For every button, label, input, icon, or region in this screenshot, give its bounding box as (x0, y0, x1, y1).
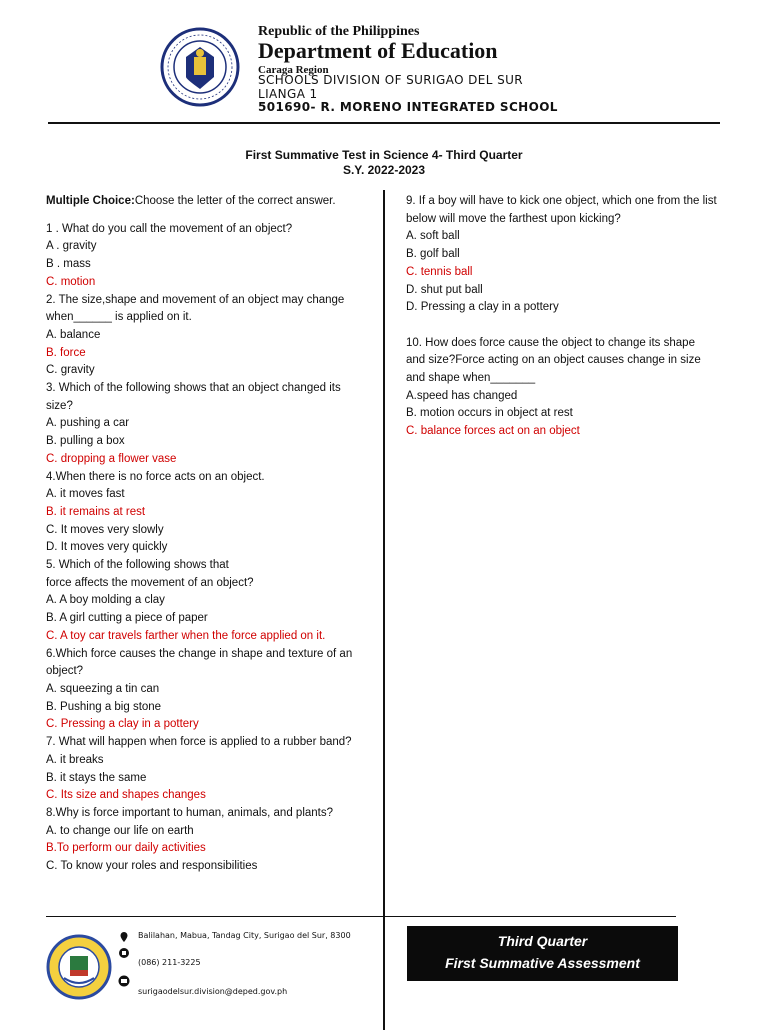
option-line: B. pulling a box (46, 435, 125, 448)
option-line: D. Pressing a clay in a pottery (406, 301, 559, 314)
district-text: LIANGA 1 (258, 87, 318, 101)
email-icon (118, 974, 130, 986)
phone-icon (118, 946, 130, 958)
question-line: below will move the farthest upon kicking? (406, 212, 621, 225)
instructions (46, 193, 352, 211)
footer-email[interactable]: surigaodelsur.division@deped.gov.ph (138, 987, 288, 996)
department-heading: Department of Education (258, 38, 498, 63)
location-icon (118, 930, 130, 942)
answer-line: B. force (46, 346, 86, 359)
option-line: D. It moves very quickly (46, 541, 168, 554)
question-line: force affects the movement of an object? (46, 576, 254, 589)
republic-heading: Republic of the Philippines (258, 24, 420, 39)
option-line: C. It moves very slowly (46, 523, 164, 536)
option-line: A . gravity (46, 240, 97, 253)
option-line: A. it breaks (46, 753, 104, 766)
answer-line: C. balance forces act on an object (406, 425, 580, 438)
instructions-text: Choose the letter of the correct answer. (134, 195, 336, 207)
option-line: C. To know your roles and responsibilities (46, 860, 258, 873)
left-column (46, 193, 352, 876)
question-line: 8.Why is force important to human, animals, and plants? (46, 806, 334, 819)
division-text: SCHOOLS DIVISION OF SURIGAO DEL SUR (258, 73, 524, 87)
option-line: A. it moves fast (46, 488, 125, 501)
answer-line: C. tennis ball (406, 265, 473, 278)
option-line: B. Pushing a big stone (46, 700, 162, 713)
option-line: B. motion occurs in object at rest (406, 407, 573, 420)
option-line: A.speed has changed (406, 389, 518, 402)
box-line-1: Third Quarter (497, 933, 588, 949)
answer-line: C. A toy car travels farther when the force applied on it. (46, 629, 326, 642)
header-divider (48, 122, 720, 124)
spacer (406, 317, 717, 335)
option-line: A. soft ball (406, 230, 460, 243)
question-line: 3. Which of the following shows that an object changed its (46, 382, 341, 395)
division-logo (46, 934, 112, 1000)
question-line: 5. Which of the following shows that (46, 559, 229, 572)
option-line: A. squeezing a tin can (46, 682, 160, 695)
question-line: 9. If a boy will have to kick one object, which one from the list (406, 195, 717, 207)
footer-phone: (086) 211-3225 (138, 958, 201, 967)
option-line: B. it stays the same (46, 771, 147, 784)
option-line: A. pushing a car (46, 417, 130, 430)
option-line: A. A boy molding a clay (46, 594, 165, 607)
answer-line: C. Pressing a clay in a pottery (46, 718, 199, 731)
question-line: object? (46, 665, 84, 678)
option-line: B. golf ball (406, 248, 460, 261)
column-divider (383, 190, 385, 1030)
test-title: First Summative Test in Science 4- Third Quarter (245, 148, 523, 162)
question-line: 10. How does force cause the object to change its shape (406, 336, 695, 349)
question-line: 1 . What do you call the movement of an object? (46, 222, 293, 235)
question-line: 6.Which force causes the change in shape and texture of an (46, 647, 353, 660)
option-line: D. shut put ball (406, 283, 483, 296)
question-line: and shape when_______ (406, 372, 536, 385)
option-line: A. to change our life on earth (46, 824, 194, 837)
region-text: Caraga Region (258, 64, 329, 76)
quarter-label-box (407, 926, 678, 981)
question-line: and size?Force acting on an object causes change in size (406, 354, 701, 367)
question-line: 4.When there is no force acts on an object. (46, 470, 265, 483)
question-line: size? (46, 399, 73, 412)
question-line: 7. What will happen when force is applied to a rubber band? (46, 736, 352, 749)
answer-line: C. Its size and shapes changes (46, 789, 206, 802)
question-line: 2. The size,shape and movement of an object may change (46, 293, 345, 306)
school-year: S.Y. 2022-2023 (342, 163, 426, 177)
deped-seal-logo (160, 27, 240, 107)
school-text: 501690- R. MORENO INTEGRATED SCHOOL (258, 100, 558, 114)
option-line: B . mass (46, 258, 91, 271)
option-line: C. gravity (46, 364, 95, 377)
answer-line: B. it remains at rest (46, 505, 146, 518)
answer-line: C. dropping a flower vase (46, 452, 177, 465)
question-line: when______ is applied on it. (46, 311, 192, 324)
footer-address: Balilahan, Mabua, Tandag City, Surigao del Sur, 8300 (138, 931, 351, 940)
option-line: A. balance (46, 328, 101, 341)
answer-line: C. motion (46, 275, 96, 288)
footer-divider (46, 916, 676, 917)
right-column (406, 193, 717, 441)
answer-line: B.To perform our daily activities (46, 842, 206, 855)
instructions-label: Multiple Choice: (46, 195, 135, 207)
box-line-2: First Summative Assessment (445, 955, 640, 971)
option-line: B. A girl cutting a piece of paper (46, 612, 208, 625)
